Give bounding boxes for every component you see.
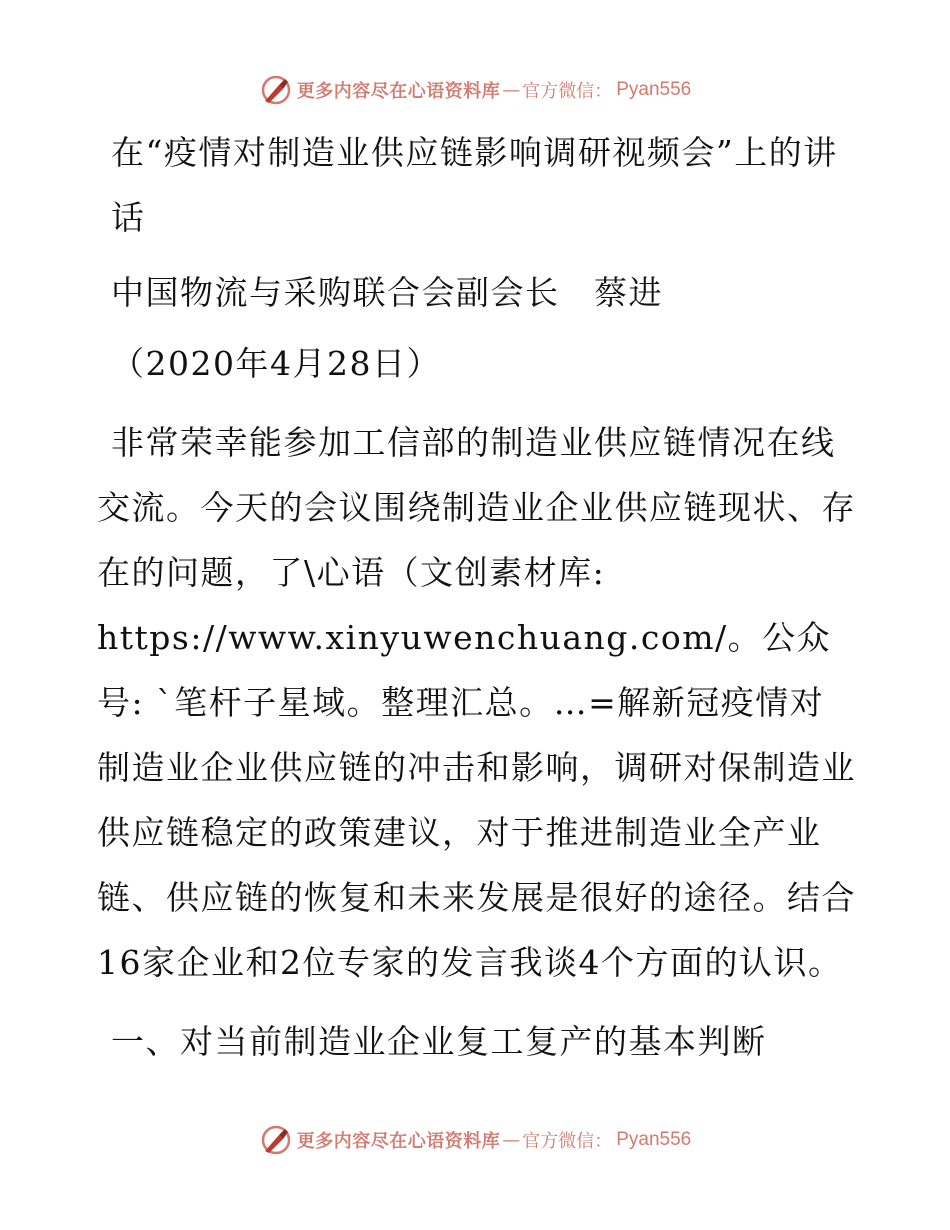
watermark-banner-top (0, 70, 950, 110)
body-paragraph-text: 非常荣幸能参加工信部的制造业供应链情况在线交流。今天的会议围绕制造业企业供应链现状、存在的问题，了\心语（文创素材库: https://www.xinyuwenchuang.com/。公众号: `笔杆子星域。整理汇总。…=解新冠疫情对制造业企业供应链的冲击和影响，调研对保制造业供应链稳定的政策建议，对于推进制造业全产业链、供应链的恢复和未来发展是很好的途径。结合16家企业和2位专家的发言我谈4个方面的认识。 (97, 423, 856, 982)
document-author: 中国物流与采购联合会副会长 蔡进 (111, 273, 663, 312)
watermark-main-text: 更多内容尽在心语资料库 (296, 81, 501, 102)
watermark-banner-bottom (0, 1120, 950, 1160)
document-date: （2020年4月28日） (111, 344, 441, 383)
watermark-wechat-label: 官方微信： (522, 1131, 613, 1152)
document-title: 在“疫情对制造业供应链影响调研视频会”上的讲话 (111, 133, 838, 237)
watermark-wechat-id: Pyan556 (616, 79, 692, 100)
pen-logo-icon (259, 73, 293, 107)
watermark-wechat-id: Pyan556 (616, 1129, 692, 1150)
document-body (97, 120, 857, 1074)
watermark-wechat-label: 官方微信： (522, 81, 613, 102)
watermark-separator: — (502, 79, 521, 101)
pen-logo-icon (259, 1123, 293, 1157)
body-paragraph (97, 410, 857, 995)
section-heading: 一、对当前制造业企业复工复产的基本判断 (111, 1022, 767, 1061)
watermark-separator: — (502, 1129, 521, 1151)
watermark-main-text: 更多内容尽在心语资料库 (296, 1131, 501, 1152)
